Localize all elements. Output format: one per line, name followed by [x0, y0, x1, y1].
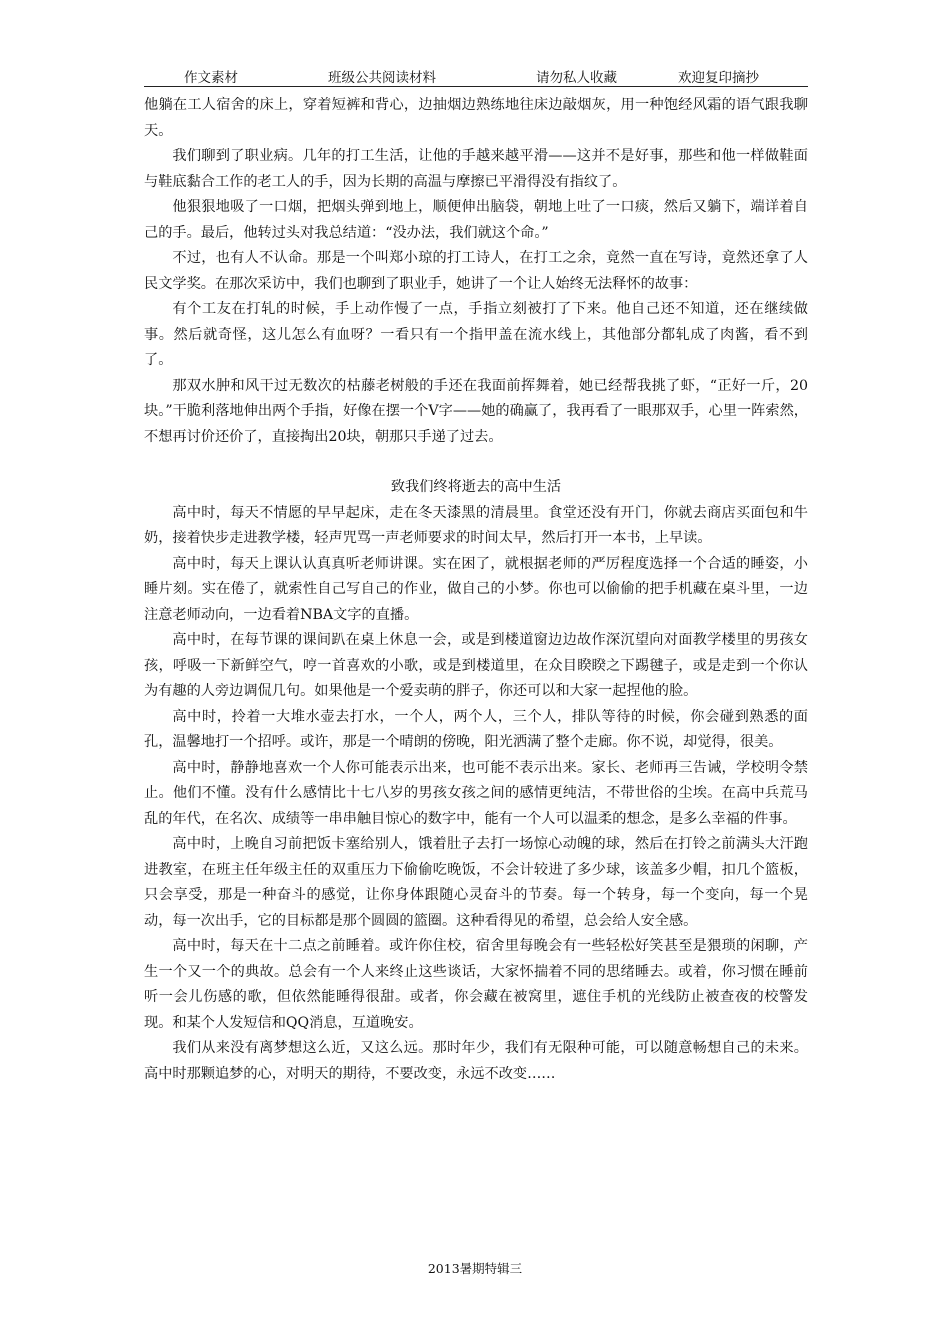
paragraph: 我们从来没有离梦想这么近，又这么远。那时年少，我们有无限种可能，可以随意畅想自己的未来。高中时那颗追梦的心，对明天的期待，不要改变，永远不改变…… [144, 1040, 808, 1082]
paragraph: 高中时，每天不情愿的早早起床，走在冬天漆黑的清晨里。食堂还没有开门，你就去商店买面包和牛奶，接着快步走进教学楼，轻声咒骂一声老师要求的时间太早，然后打开一本书，上早读。 [144, 504, 808, 546]
page-header [144, 64, 808, 87]
paragraph: 高中时，在每节课的课间趴在桌上休息一会，或是到楼道窗边边故作深沉望向对面教学楼里的男孩女孩，呼吸一下新鲜空气，哼一首喜欢的小歌，或是到楼道里，在众目睽睽之下踢毽子，或是走到一个你认为有趣的人旁边调侃几句。如果他是一个爱卖萌的胖子，你还可以和大家一起捏他的脸。 [144, 632, 808, 699]
article-title: 致我们终将逝去的高中生活 [390, 479, 562, 495]
header-label-welcome-copy: 欢迎复印摘抄 [678, 70, 759, 86]
paragraph: 有个工友在打轧的时候，手上动作慢了一点，手指立刻被打了下来。他自己还不知道，还在继续做事。然后就奇怪，这儿怎么有血呀？一看只有一个指甲盖在流水线上，其他部分都轧成了肉酱，看不到了。 [144, 301, 808, 368]
header-label-no-private: 请勿私人收藏 [536, 70, 617, 86]
paragraph: 我们聊到了职业病。几年的打工生活，让他的手越来越平滑——这并不是好事，那些和他一样做鞋面与鞋底黏合工作的老工人的手，因为长期的高温与摩擦已平滑得没有指纹了。 [144, 148, 808, 190]
page-footer: 2013暑期特辑三 [427, 1261, 523, 1276]
header-label-class-reading: 班级公共阅读材料 [328, 70, 436, 86]
paragraph: 高中时，每天上课认认真真听老师讲课。实在困了，就根据老师的严厉程度选择一个合适的睡姿，小睡片刻。实在倦了，就索性自己写自己的作业，做自己的小梦。你也可以偷偷的把手机藏在桌斗里，一边注意老师动向，一边看着NBA文字的直播。 [144, 555, 808, 623]
paragraph: 高中时，上晚自习前把饭卡塞给别人，饿着肚子去打一场惊心动魄的球，然后在打铃之前满头大汗跑进教室，在班主任年级主任的双重压力下偷偷吃晚饭，不会计较进了多少球，该盖多少帽，扣几个篮板，只会享受，那是一种奋斗的感觉，让你身体跟随心灵奋斗的节奏。每一个转身，每一个变向，每一个晃动，每一次出手，它的目标都是那个圆圆的篮圈。这种看得见的希望，总会给人安全感。 [144, 836, 808, 929]
paragraph: 高中时，拎着一大堆水壶去打水，一个人，两个人，三个人，排队等待的时候，你会碰到熟悉的面孔，温馨地打一个招呼。或许，那是一个晴朗的傍晚，阳光洒满了整个走廊。你不说，却觉得，很美。 [144, 708, 808, 750]
main-content [144, 93, 808, 1087]
paragraph: 高中时，静静地喜欢一个人你可能表示出来，也可能不表示出来。家长、老师再三告诫，学校明令禁止。他们不懂。没有什么感情比十七八岁的男孩女孩之间的感情更纯洁，不带世俗的尘埃。在高中兵荒马乱的年代，在名次、成绩等一串串触目惊心的数字中，能有一个人可以温柔的想念，是多么幸福的件事。 [144, 759, 808, 827]
paragraph: 那双水肿和风干过无数次的枯藤老树般的手还在我面前挥舞着，她已经帮我挑了虾，“正好一斤，20块。”干脆利落地伸出两个手指，好像在摆一个V字——她的确赢了，我再看了一眼那双手，心里一阵索然，不想再讨价还价了，直接掏出20块，朝那只手递了过去。 [144, 377, 808, 445]
paragraph: 他躺在工人宿舍的床上，穿着短裤和背心，边抽烟边熟练地往床边敲烟灰，用一种饱经风霜的语气跟我聊天。 [144, 97, 808, 139]
header-label-essay-material: 作文素材 [184, 70, 238, 86]
paragraph: 不过，也有人不认命。那是一个叫郑小琼的打工诗人，在打工之余，竟然一直在写诗，竟然还拿了人民文学奖。在那次采访中，我们也聊到了职业手，她讲了一个让人始终无法释怀的故事： [144, 250, 808, 292]
paragraph: 他狠狠地吸了一口烟，把烟头弹到地上，顺便伸出脑袋，朝地上吐了一口痰，然后又躺下，端详着自己的手。最后，他转过头对我总结道：“没办法，我们就这个命。” [144, 199, 808, 241]
paragraph: 高中时，每天在十二点之前睡着。或许你住校，宿舍里每晚会有一些轻松好笑甚至是猥琐的闲聊，产生一个又一个的典故。总会有一个人来终止这些谈话，大家怀揣着不同的思绪睡去。或着，你习惯在睡前听一会儿伤感的歌，但依然能睡得很甜。或者，你会藏在被窝里，遮住手机的光线防止被查夜的校警发现。和某个人发短信和QQ消息，互道晚安。 [144, 938, 808, 1031]
